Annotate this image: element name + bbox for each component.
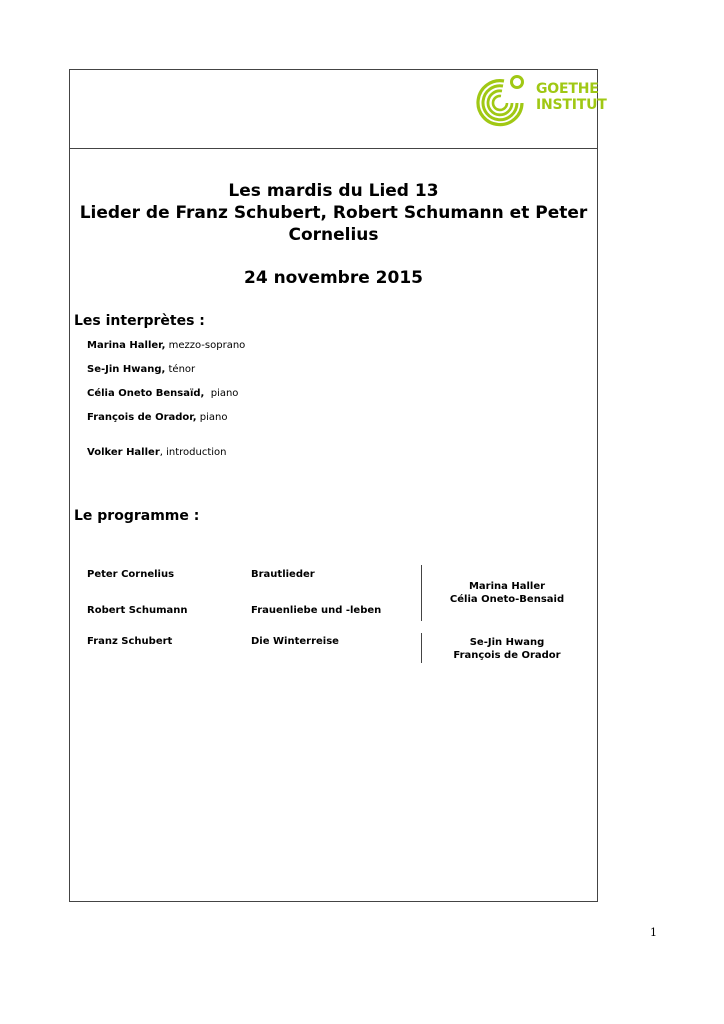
performer-item [87,447,227,459]
programme-divider [421,633,422,663]
composer-cell: Franz Schubert [87,636,173,647]
group-line-2: Célia Oneto-Bensaid [449,594,565,605]
performer-name: Volker Haller [87,447,160,458]
performer-group [427,580,587,606]
programme-heading: Le programme : [74,508,200,524]
performer-role: mezzo-soprano [165,340,246,351]
performer-role: piano [196,412,228,423]
performer-name: François de Orador, [87,412,197,423]
performer-role: ténor [165,364,196,375]
logo-line-2: INSTITUT [536,97,607,113]
title-line-1: Les mardis du Lied 13 [228,181,439,201]
page-number: 1 [650,926,657,939]
programme-divider [421,565,422,621]
performer-item [87,412,227,424]
work-cell: Brautlieder [251,569,315,580]
group-line-2: François de Orador [453,650,561,661]
performer-group [427,636,587,662]
performer-name: Célia Oneto Bensaïd, [87,388,205,399]
composer-cell: Robert Schumann [87,605,188,616]
performer-name: Se-Jin Hwang, [87,364,166,375]
goethe-logo-mark-icon [470,71,532,131]
title-line-2: Lieder de Franz Schubert, Robert Schumann et Peter Cornelius [79,203,588,245]
concert-date: 24 novembre 2015 [244,268,423,288]
logo-line-1: GOETHE [536,81,599,97]
header-divider [70,148,597,149]
concert-title [70,180,597,246]
performer-role: piano [204,388,239,399]
performer-role: , introduction [159,447,227,458]
performer-item [87,364,195,376]
group-line-1: Marina Haller [468,581,546,592]
performers-heading: Les interprètes : [74,313,205,329]
performer-name: Marina Haller, [87,340,166,351]
goethe-institut-logo [470,71,607,131]
work-cell: Die Winterreise [251,636,339,647]
group-line-1: Se-Jin Hwang [469,637,545,648]
document-frame [69,69,607,902]
composer-cell: Peter Cornelius [87,569,175,580]
performer-item [87,340,245,352]
performer-item [87,388,238,400]
logo-wordmark [536,81,607,113]
work-cell: Frauenliebe und -leben [251,605,382,616]
